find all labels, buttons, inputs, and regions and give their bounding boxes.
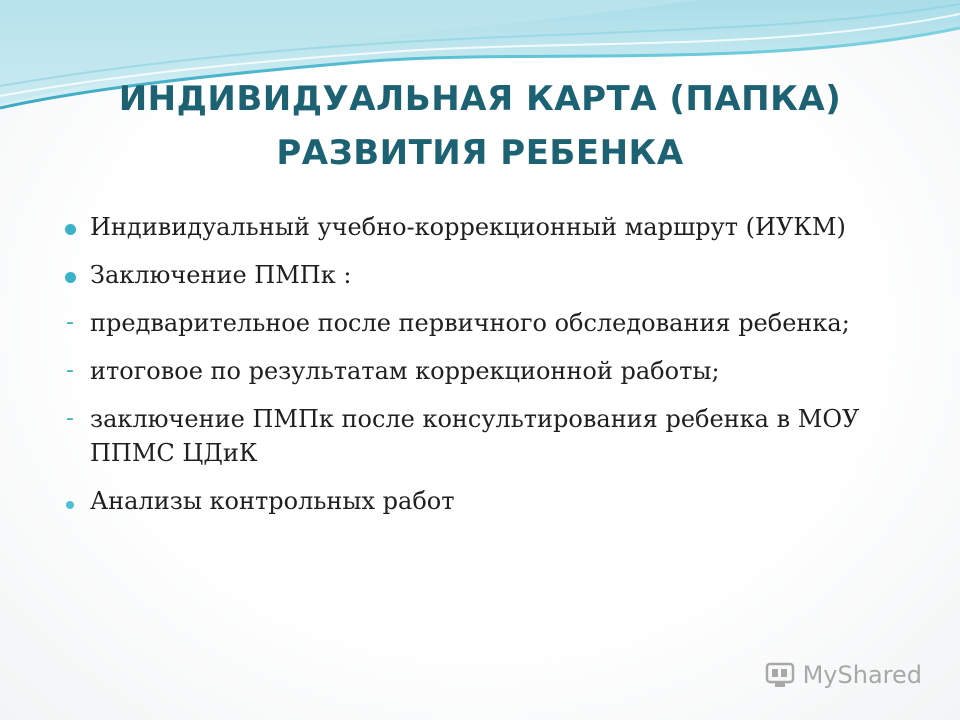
list-item-text: предварительное после первичного обследования ребенка;	[90, 309, 850, 337]
list-item-text: заключение ПМПк после консультирования ребенка в МОУ ППМС ЦДиК	[90, 405, 860, 467]
list-item	[56, 306, 916, 340]
bullet-dot-icon	[60, 258, 80, 292]
slide-title	[40, 72, 920, 180]
dash-marker: -	[66, 358, 74, 383]
list-item	[56, 402, 916, 470]
dash-marker: -	[66, 310, 74, 335]
bullet-list	[56, 210, 916, 532]
watermark-text: MyShared	[802, 661, 922, 689]
bullet-dot-icon	[60, 484, 80, 518]
list-item-text: итоговое по результатам коррекционной работы;	[90, 357, 720, 385]
bullet-dot-icon	[60, 210, 80, 244]
list-item	[56, 354, 916, 388]
list-item	[56, 258, 916, 292]
slide-title-line-1: ИНДИВИДУАЛЬНАЯ КАРТА (ПАПКА)	[118, 79, 842, 119]
myshared-logo-icon	[763, 660, 797, 690]
slide-title-line-2: РАЗВИТИЯ РЕБЕНКА	[276, 133, 684, 173]
dash-marker: -	[66, 406, 74, 431]
list-item-text: Заключение ПМПк :	[90, 261, 352, 289]
list-item	[56, 484, 916, 518]
myshared-watermark	[763, 660, 922, 690]
list-item-text: Анализы контрольных работ	[90, 487, 455, 515]
list-item	[56, 210, 916, 244]
list-item-text: Индивидуальный учебно-коррекционный маршрут (ИУКМ)	[90, 213, 846, 241]
